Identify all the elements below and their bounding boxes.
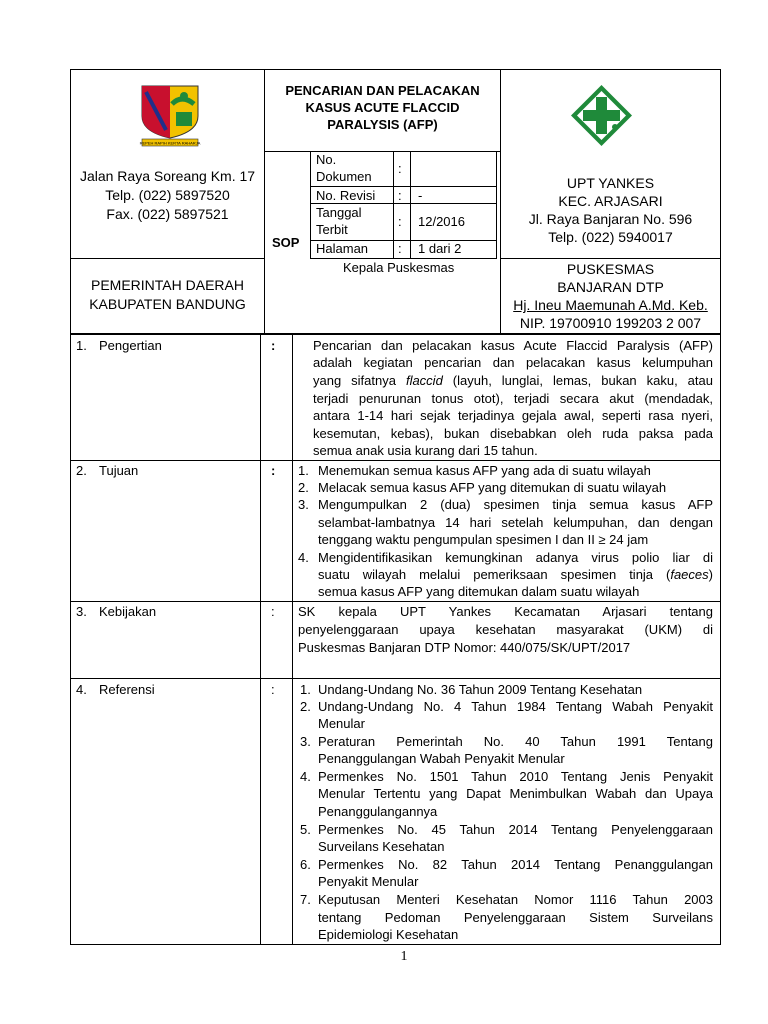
right-address: Jl. Raya Banjaran No. 596 (528, 211, 693, 227)
left-address: Jalan Raya Soreang Km. 17 (79, 168, 256, 184)
puskesmas-label: PUSKESMAS (566, 261, 655, 277)
puskesmas-logo (569, 83, 634, 148)
left-fax: Fax. (022) 5897521 (106, 206, 229, 222)
gov-line2: KABUPATEN BANDUNG (89, 296, 246, 312)
head-name: Hj. Ineu Maemunah A.Md. Keb. (513, 297, 708, 313)
left-phone: Telp. (022) 5897520 (105, 187, 230, 203)
sop-label: SOP (272, 235, 300, 250)
page-number: 1 (400, 949, 408, 964)
doc-title-line3: PARALYSIS (AFP) (327, 117, 438, 132)
right-unit: UPT YANKES (566, 175, 655, 191)
right-kec: KEC. ARJASARI (558, 193, 663, 209)
doc-title-line2: KASUS ACUTE FLACCID (305, 100, 460, 115)
kabupaten-bandung-logo (136, 82, 204, 148)
svg-text:REPEH RAPIH KERTA RAHARJA: REPEH RAPIH KERTA RAHARJA (139, 140, 201, 146)
doc-title-line1: PENCARIAN DAN PELACAKAN (285, 83, 480, 98)
head-nip: NIP. 19700910 199203 2 007 (519, 315, 702, 331)
gov-line1: PEMERINTAH DAERAH (91, 277, 244, 293)
puskesmas-name: BANJARAN DTP (557, 279, 664, 295)
right-phone: Telp. (022) 5940017 (548, 229, 673, 245)
kepala-puskesmas-label: Kepala Puskesmas (343, 260, 455, 275)
